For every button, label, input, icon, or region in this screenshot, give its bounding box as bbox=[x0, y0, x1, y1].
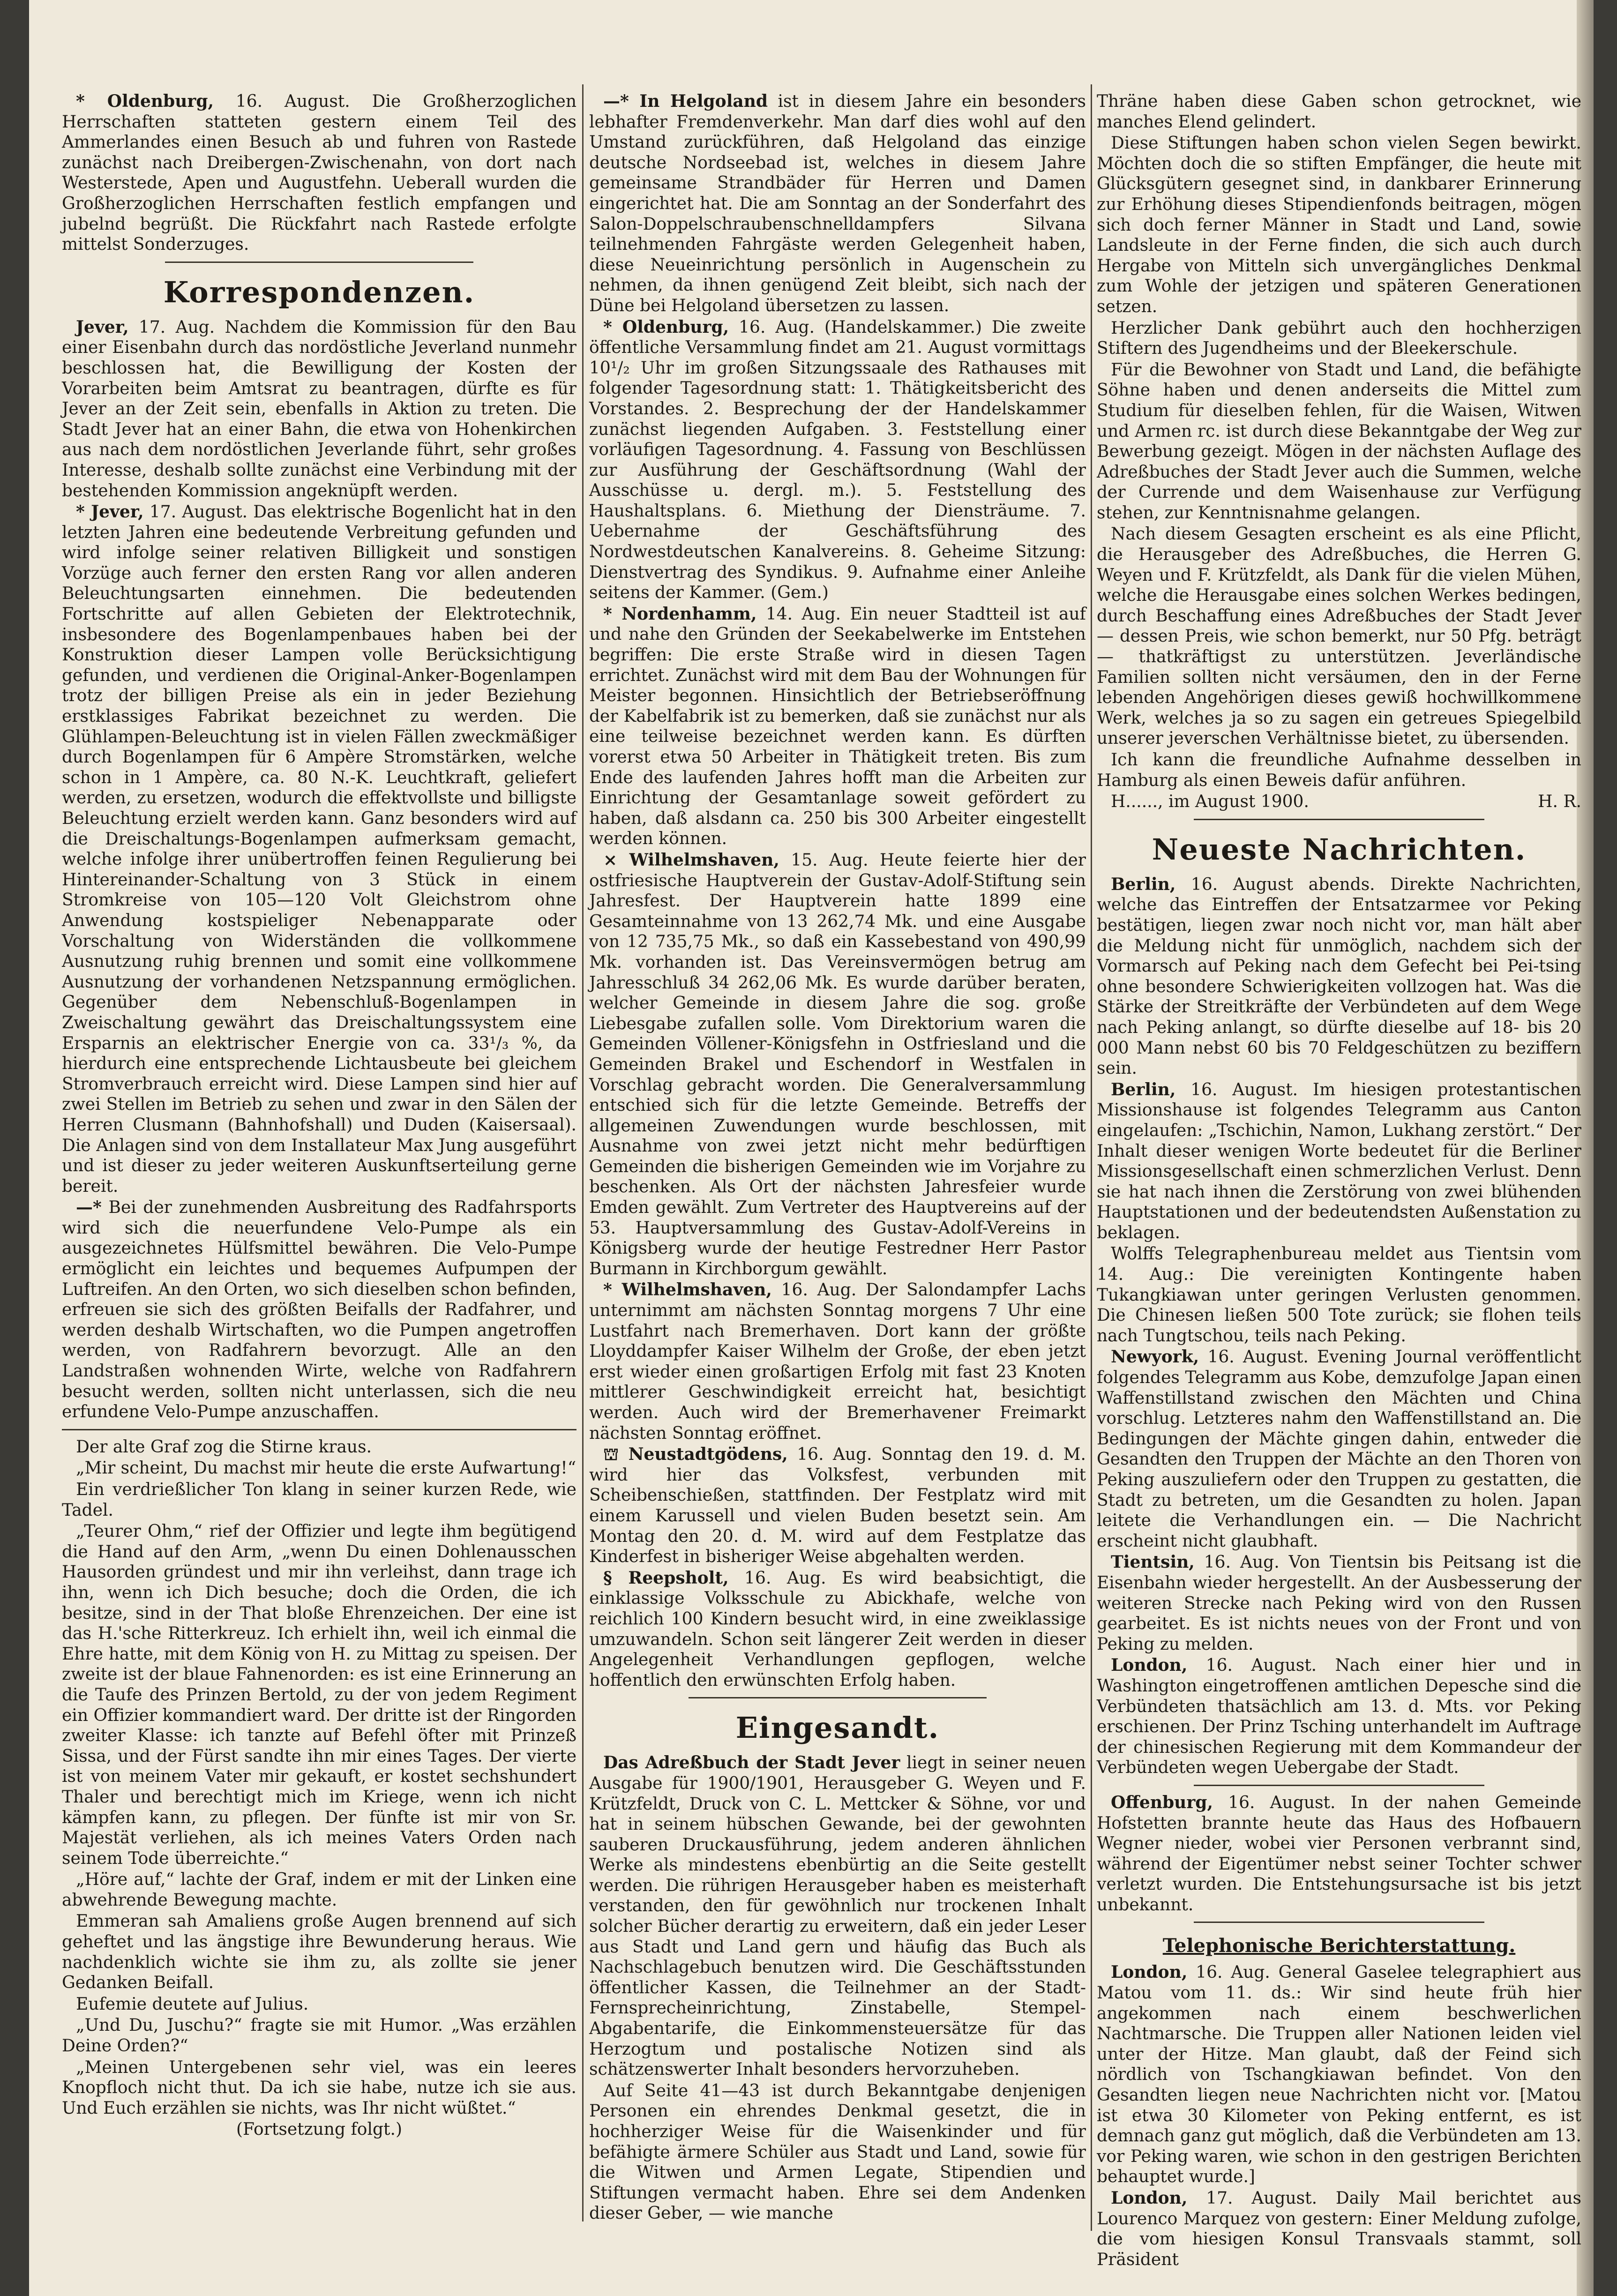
feuilleton-rule bbox=[62, 1429, 576, 1430]
dateline: Berlin, bbox=[1111, 1079, 1176, 1099]
article-text: 17. August. Daily Mail berichtet aus Lourenco Marquez von gestern: Einer Meldung zufolge, die vom hiesigen Konsul Transvaals stammt, soll Präsident bbox=[1097, 2189, 1581, 2269]
article-text: 16. August. Im hiesigen protestantischen Missionshause ist folgendes Telegramm aus Canton eingelaufen: „Tschichin, Namon, Lukhang zerstört.“ Der Inhalt dieser wenigen Worte bedeutet für die Berliner Missionsgesellschaft einen schmerzlichen Verlust. Denn sie hat nach ihnen die Zerstörung von zwei blühenden Hauptstationen und der bedeutendsten Außenstation zu beklagen. bbox=[1097, 1080, 1581, 1242]
dateline: ⛫ Neustadtgödens, bbox=[603, 1444, 788, 1465]
article-text: liegt in seiner neuen Ausgabe für 1900/1901, Herausgeber G. Weyen und F. Krützfeldt, Druck von C. L. Mettcker & Söhne, vor und hat in seinem hübschen Gewande, bei der gewohnten sauberen Druckausführung, jedem anderen ähnlichen Werke als mindestens ebenbürtig an die Seite gestellt werden. Die rührigen Herausgeber haben es meisterhaft verstanden, den für gewöhnlich nur trockenen Inhalt solcher Bücher derartig zu erweitern, daß ein jeder Leser aus Stadt und Land gern und häufig das Buch als Nachschlagebuch benutzen wird. Die Geschäftsstunden öffentlicher Kassen, die Teilnehmer an der Stadt-Fernsprecheinrichtung, Zinstabelle, Stempel-Abgabentarife, die Einkommensteuersätze für das Herzogtum und postalische Notizen sind als schätzenswerter Inhalt besonders hervorzuheben. bbox=[589, 1753, 1086, 2079]
dateline: ⨯ Wilhelmshaven, bbox=[603, 850, 779, 870]
column-divider-2 bbox=[1091, 84, 1092, 2231]
article-oldenburg bbox=[62, 91, 576, 255]
dateline: * Jever, bbox=[76, 502, 144, 522]
fortsetzung-note: (Fortsetzung folgt.) bbox=[236, 2120, 402, 2139]
paragraph: Diese Stiftungen haben schon vielen Segen bewirkt. Möchten doch die so stiften Empfänger, die heute mit Glücksgütern gesegnet sind, in dankbarer Erinnerung zur Erhöhung dieses Stipendienfonds beitragen, mögen sich doch ferner Männer in Stadt und Land, sowie Landsleute in der Ferne finden, die sich auch durch Hergabe von Mitteln sich unvergängliches Denkmal zum Wohle der jetzigen und späteren Generationen setzen. bbox=[1097, 134, 1581, 316]
dateline: * Nordenhamm, bbox=[603, 604, 757, 624]
article-text: 16. Aug. Der Salondampfer Lachs unternimmt am nächsten Sonntag morgens 7 Uhr eine Lustfahrt nach Bremerhaven. Dort kann der größte Lloyddampfer Kaiser Wilhelm der Große, der eben jetzt erst wieder einen großartigen Erfolg mit fast 23 Knoten mittlerer Geschwindigkeit erreicht hat, besichtigt werden. Auch wird der Bremerhavener Freimarkt nächsten Sonntag eröffnet. bbox=[589, 1280, 1086, 1443]
news-item bbox=[1097, 1655, 1581, 1778]
newspaper-page bbox=[29, 0, 1594, 2296]
article-nordenhamm bbox=[589, 604, 1086, 849]
dateline: Tientsin, bbox=[1111, 1552, 1195, 1572]
feuilleton-paragraph: „Und Du, Juschu?“ fragte sie mit Humor. „Was erzählen Deine Orden?“ bbox=[62, 2016, 576, 2056]
article-neustadtgoedens bbox=[589, 1444, 1086, 1567]
article-text: 16. Aug. General Gaselee telegraphiert aus Matou vom 11. ds.: Wir sind heute früh hier angekommen nach einem beschwerlichen Nachtmarsche. Die Truppen aller Nationen leiden viel unter der Hitze. Man glaubt, daß der Feind sich nördlich von Tschangkiawan befindet. Von den Gesandten liegen neue Nachrichten nicht vor. [Matou ist etwa 30 Kilometer von Peking entfernt, es ist demnach ganz gut möglich, daß die Verbündeten am 13. vor Peking waren, wie schon in den gestrigen Berichten behauptet wurde.] bbox=[1097, 1963, 1581, 2187]
signature-initials: H. R. bbox=[1538, 792, 1581, 812]
article-jever-bogenlicht bbox=[62, 502, 576, 1197]
article-jever-bahn bbox=[62, 317, 576, 501]
dateline: * Oldenburg, bbox=[603, 317, 729, 337]
article-continuation: Thräne haben diese Gaben schon getrocknet, wie manches Elend gelindert. bbox=[1097, 92, 1581, 132]
section-heading-korrespondenzen: Korrespondenzen. bbox=[163, 275, 475, 309]
section-rule bbox=[1194, 819, 1484, 820]
section-heading-telephon: Telephonische Berichterstattung. bbox=[1162, 1935, 1516, 1957]
dateline: London, bbox=[1111, 1655, 1188, 1675]
paragraph: Herzlicher Dank gebührt auch den hochherzigen Stiftern des Jugendheims und der Bleekerschule. bbox=[1097, 318, 1581, 359]
dateline: * Wilhelmshaven, bbox=[603, 1280, 772, 1300]
signature-place: H......, im August 1900. bbox=[1111, 792, 1309, 812]
news-item bbox=[1097, 1793, 1581, 1915]
article-velo-pumpe bbox=[62, 1197, 576, 1422]
article-adressbuch-continued: Auf Seite 41—43 ist durch Bekanntgabe denjenigen Personen ein ehrendes Denkmal gesetzt, die in hochherziger Weise für die Waisenkinder und für befähigte ärmere Schüler aus Stadt und Land, sowie für die Witwen und Armen Legate, Stipendien und Stiftungen vermacht haben. Ehre sei dem Andenken dieser Geber, — wie manche bbox=[589, 2081, 1086, 2223]
article-text: 16. August. In der nahen Gemeinde Hofstetten brannte heute das Haus des Hofbauern Wegner nieder, wobei vier Personen verbrannt sind, während der Eigentümer nebst seiner Tochter schwer verletzt wurden. Die Entstehungsursache ist bis jetzt unbekannt. bbox=[1097, 1793, 1581, 1915]
dateline: Berlin, bbox=[1111, 874, 1176, 894]
news-item bbox=[1097, 1962, 1581, 2187]
article-text: 16. August abends. Direkte Nachrichten, welche das Eintreffen der Entsatzarmee vor Peking bestätigen, liegen zwar noch nicht vor, man hält aber die Meldung nicht für unmöglich, nachdem sich der Vormarsch auf Peking nach dem Gefecht bei Pei-tsing ohne besondere Schwierigkeiten vollzogen hat. Was die Stärke der Streitkräfte der Verbündeten auf dem Wege nach Peking anlangt, so dürfte dieselbe auf 18- bis 20 000 Mann nebst 60 bis 70 Feldgeschützen zu beziffern sein. bbox=[1097, 875, 1581, 1078]
column-divider-1 bbox=[582, 84, 584, 2221]
dateline: London, bbox=[1111, 2188, 1188, 2208]
news-item bbox=[1097, 1080, 1581, 1243]
news-item bbox=[1097, 1347, 1581, 1551]
article-adressbuch bbox=[589, 1753, 1086, 2080]
article-handelskammer bbox=[589, 317, 1086, 603]
paragraph: Für die Bewohner von Stadt und Land, die befähigte Söhne haben und denen anderseits die Mittel zum Studium für dieselben fehlen, für die Waisen, Witwen und Armen rc. ist durch diese Bekanntgabe der Weg zur Bewerbung gezeigt. Mögen in der nächsten Auflage des Adreßbuches der Stadt Jever auch die Summen, welche der Currende und dem Waisenhause zur Verfügung stehen, zur Kenntnisnahme gelangen. bbox=[1097, 360, 1581, 523]
dateline: Offenburg, bbox=[1111, 1792, 1213, 1812]
signature-line bbox=[1097, 792, 1581, 812]
article-reepsholt bbox=[589, 1568, 1086, 1691]
dateline: § Reepsholt, bbox=[603, 1568, 729, 1588]
dateline: * Oldenburg, bbox=[76, 91, 214, 111]
article-text: 16. August. Nach einer hier und in Washington eingetroffenen amtlichen Depesche sind die Verbündeten thatsächlich am 13. d. Mts. vor Peking erschienen. Der Prinz Tsching unterhandelt im Auftrage der chinesischen Regierung mit dem Kommandeur der Verbündeten wegen Uebergabe der Stadt. bbox=[1097, 1656, 1581, 1778]
news-item bbox=[1097, 875, 1581, 1079]
article-text: Wolffs Telegraphenbureau meldet aus Tientsin vom 14. Aug.: Die vereinigten Kontingente haben Tukangkiawan unter geringen Verlusten genommen. Die Chinesen ließen 500 Tote zurück; sie flohen teils nach Tungtschou, teils nach Peking. bbox=[1097, 1244, 1581, 1346]
article-wilhelmshaven-gustav-adolf bbox=[589, 850, 1086, 1279]
article-text: Bei der zunehmenden Ausbreitung des Radfahrsports wird sich die neuerfundene Velo-Pumpe als ein ausgezeichnetes Hülfsmittel bewähren. Die Velo-Pumpe ermöglicht ein leichtes und bequemes Aufpumpen der Luftreifen. An den Orten, wo sich dieselben schon befinden, erfreuen sie sich des größten Beifalls der Radfahrer, und werden deshalb Wirtschaften, wo die Pumpen angetroffen werden, von Radfahrern bevorzugt. Alle an den Landstraßen wohnenden Wirte, welche von Radfahrern besucht werden, sollten nicht unterlassen, sich die neu erfundene Velo-Pumpe anzuschaffen. bbox=[62, 1198, 576, 1422]
dateline: —* bbox=[76, 1197, 102, 1218]
news-separator bbox=[1194, 1785, 1484, 1786]
paragraph: Nach diesem Gesagten erscheint es als eine Pflicht, die Herausgeber des Adreßbuches, die Herren G. Weyen und F. Krützfeldt, als Dank für die vielen Mühen, welche die Herausgabe eines solchen Werkes bedingen, durch Beschaffung eines Adreßbuches der Stadt Jever — dessen Preis, wie schon bemerkt, nur 50 Pfg. beträgt — thatkräftigst zu unterstützen. Jeverländische Familien sollten nicht versäumen, den in der Ferne lebenden Angehörigen dieses gewiß hochwillkommene Werk, welches ja so zu sagen ein getreues Spiegelbild unserer jeverschen Verhältnisse bietet, zu übersenden. bbox=[1097, 524, 1581, 748]
feuilleton bbox=[62, 1437, 576, 2140]
feuilleton-paragraph: „Mir scheint, Du machst mir heute die erste Aufwartung!“ bbox=[76, 1458, 576, 1478]
column-right bbox=[1097, 91, 1581, 2269]
article-text: ist in diesem Jahre ein besonders lebhafter Fremdenverkehr. Man darf dies wohl auf den Umstand zurückführen, daß Helgoland das einzige deutsche Nordseebad ist, welches in diesem Jahre gemeinsame Strandbäder für Herren und Damen eingerichtet hat. Die am Sonntag an der Sonderfahrt des Salon-Doppelschraubenschnelldampfers Silvana teilnehmenden Fahrgäste werden Gelegenheit haben, diese Neueinrichtung persönlich in Augenschein zu nehmen, da ihnen genügend Zeit bleibt, sich nach der Düne bei Helgoland übersetzen zu lassen. bbox=[589, 92, 1086, 315]
feuilleton-paragraph: „Höre auf,“ lachte der Graf, indem er mit der Linken eine abwehrende Bewegung machte. bbox=[62, 1870, 576, 1910]
article-text: 15. Aug. Heute feierte hier der ostfriesische Hauptverein der Gustav-Adolf-Stiftung sein Jahresfest. Der Hauptverein hatte 1899 eine Gesamteinnahme von 13 262,74 Mk. und eine Ausgabe von 12 735,75 Mk., so daß ein Kassebestand von 490,99 Mk. vorhanden ist. Das Vereinsvermögen betrug am Jahresschluß 34 262,06 Mk. Es wurde darüber beraten, welcher Gemeinde in diesem Jahre die sog. große Liebesgabe zufallen solle. Vom Direktorium waren die Gemeinden Völlener-Königsfehn in Ostfriesland und die Gemeinden Brakel und Eschendorf in Westfalen in Vorschlag gebracht worden. Die Generalversammlung entschied sich für die letzte Gemeinde. Betreffs der allgemeinen Zuwendungen wurde beschlossen, mit Ausnahme von zwei jetzt nicht mehr bedürftigen Gemeinden die bisherigen Gemeinden wie im Vorjahre zu beschenken. Als Ort der nächsten Jahresfeier wurde Emden gewählt. Zum Vertreter des Hauptvereins auf der 53. Hauptversammlung des Gustav-Adolf-Vereins in Königsberg wurde der heutige Festredner Herr Pastor Burmann in Kirchborgum gewählt. bbox=[589, 850, 1086, 1279]
section-heading-eingesandt: Eingesandt. bbox=[735, 1711, 940, 1745]
article-text: 16. Aug. Sonntag den 19. d. M. wird hier das Volksfest, verbunden mit Scheibenschießen, stattfinden. Der Festplatz wird mit einem Karussell und vielen Buden besetzt sein. Am Montag den 20. d. M. wird auf dem Festplatze das Kinderfest in bisheriger Weise abgehalten werden. bbox=[589, 1445, 1086, 1567]
feuilleton-paragraph: Ein verdrießlicher Ton klang in seiner kurzen Rede, wie Tadel. bbox=[62, 1480, 576, 1520]
article-wilhelmshaven-lachs bbox=[589, 1280, 1086, 1443]
news-item bbox=[1097, 1552, 1581, 1654]
article-text: 16. Aug. Es wird beabsichtigt, die einklassige Volksschule zu Abickhafe, welche von reichlich 100 Kindern besucht wird, in eine zweiklassige umzuwandeln. Schon seit längerer Zeit werden in dieser Angelegenheit Verhandlungen gepflogen, welche hoffentlich den erwünschten Erfolg haben. bbox=[589, 1568, 1086, 1690]
feuilleton-paragraph: Der alte Graf zog die Stirne kraus. bbox=[76, 1437, 372, 1457]
article-text: 14. Aug. Ein neuer Stadtteil ist auf und nahe den Gründen der Seekabelwerke im Entstehen begriffen: Die erste Straße wird in diesen Tagen errichtet. Zunächst wird mit dem Bau der Wohnungen für Meister begonnen. Hinsichtlich der Betriebseröffnung der Kabelfabrik ist zu bemerken, daß sie zunächst nur als eine teilweise bezeichnet werden kann. Es dürften vorerst etwa 50 Arbeiter in Thätigkeit treten. Bis zum Ende des laufenden Jahres hofft man die Arbeiten zur Einrichtung der Gesamtanlage soweit gefördert zu haben, daß alsdann ca. 250 bis 300 Arbeiter eingestellt werden können. bbox=[589, 604, 1086, 849]
section-rule bbox=[165, 262, 474, 263]
feuilleton-paragraph: Emmeran sah Amaliens große Augen brennend auf sich geheftet und las ängstige ihre Bewunderung heraus. Wie nachdenklich wichte sie ihm zu, als zollte sie jener Gedanken Beifall. bbox=[62, 1912, 576, 1993]
column-left bbox=[62, 91, 576, 2238]
dateline: Jever, bbox=[76, 317, 129, 337]
news-item bbox=[1097, 2188, 1581, 2270]
dateline: —* In Helgoland bbox=[603, 91, 768, 111]
article-helgoland bbox=[589, 91, 1086, 316]
article-text: 17. August. Das elektrische Bogenlicht hat in den letzten Jahren eine bedeutende Verbreitung gefunden und wird infolge seiner relativen Billigkeit und sonstigen Vorzüge auch ferner den ersten Rang vor allen anderen Beleuchtungsarten einnehmen. Die bedeutenden Fortschritte auf allen Gebieten der Elektrotechnik, insbesondere des Bogenlampenbaues haben bei der Konstruktion dieser Lampen volle Berücksichtigung gefunden, und verdienen die Original-Anker-Bogenlampen trotz der billigen Preise als ein in jeder Beziehung erstklassiges Fabrikat bezeichnet zu werden. Die Glühlampen-Beleuchtung ist in vielen Fällen zweckmäßiger durch Bogenlampen für 6 Ampère Stromstärken, welche schon in 1 Ampère, ca. 80 N.-K. Leuchtkraft, geliefert werden, zu ersetzen, wodurch die effektvollste und billigste Beleuchtung erzielt werden kann. Ganz besonders wird auf die Dreischaltungs-Bogenlampen aufmerksam gemacht, welche infolge ihrer unübertroffen feinen Regulierung bei Hintereinander-Schaltung von 3 Stück in einem Stromkreise von 105—120 Volt Gleichstrom ohne Anwendung kostspieliger Nebenapparate oder Vorschaltung von Widerständen die vollkommene Ausnutzung ruhig brennen und somit eine vollkommene Ausnutzung der vorhandenen Netzspannung ermöglichen. Gegenüber dem Nebenschluß-Bogenlampen in Zweischaltung gewährt das Dreischaltungssystem eine Ersparnis an elektrischer Energie von ca. 33¹/₃ %, da hierdurch eine entsprechende Lichtausbeute bei gleichem Stromverbrauch erreicht wird. Diese Lampen sind hier auf zwei Stellen im Betrieb zu sehen und zwar in den Sälen der Herren Clusmann (Bahnhofshall) und Duden (Kaisersaal). Die Anlagen sind von dem Installateur Max Jung ausgeführt und ist dieser zu jeder weiteren Auskunftserteilung gerne bereit. bbox=[62, 502, 576, 1196]
column-middle bbox=[589, 91, 1086, 2243]
dateline: London, bbox=[1111, 1962, 1188, 1982]
feuilleton-paragraph: „Teurer Ohm,“ rief der Offizier und legte ihm begütigend die Hand auf den Arm, „wenn Du einen Dohlenausschen Hausorden gründest und mir ihn verleihst, dann trage ich ihn, wenn ich Dich besuche; doch die Orden, die ich besitze, sind in der That bloße Ehrenzeichen. Der eine ist das H.'sche Ritterkreuz. Ich erhielt ihn, weil ich einmal die Ehre hatte, mit dem König von H. zu Mittag zu speisen. Der zweite ist der blaue Fahnenorden: es ist eine Erinnerung an die Taufe des Prinzen Bertold, zu der von jedem Regiment ein Offizier kommandiert ward. Der dritte ist der Ringorden zweiter Klasse: ich tanzte auf Befehl öfter mit Prinzeß Sissa, und der Fürst sandte ihn mir eines Tages. Der vierte ist von meinem Vater mir gekauft, er kostet sechshundert Thaler und berechtigt mich im Kriege, wenn ich nicht kämpfen kann, zu pflegen. Der fünfte ist mir von Sr. Majestät verliehen, als ich meines Vaters Orden nach seinem Tode überreichte.“ bbox=[62, 1522, 576, 1868]
section-rule bbox=[1194, 1922, 1484, 1923]
dateline: Das Adreßbuch der Stadt Jever bbox=[603, 1753, 900, 1773]
article-text: 16. Aug. (Handelskammer.) Die zweite öffentliche Versammlung findet am 21. August vormittags 10¹/₂ Uhr im großen Sitzungssaale des Rathauses mit folgender Tagesordnung statt: 1. Thätigkeitsbericht des Vorstandes. 2. Besprechung der der Handelskammer zunächst liegenden Aufgaben. 3. Feststellung einer vorläufigen Tagesordnung. 4. Fassung von Beschlüssen zur Ausführung der Geschäftsordnung (Wahl der Ausschüsse u. dergl. m.). 5. Feststellung des Haushaltsplans. 6. Miethung der Diensträume. 7. Uebernahme der Geschäftsführung des Nordwestdeutschen Kanalvereins. 8. Geheime Sitzung: Dienstvertrag des Syndikus. 9. Aufnahme einer Anleihe seitens der Kammer. (Gem.) bbox=[589, 317, 1086, 603]
section-rule bbox=[689, 1697, 987, 1698]
article-text: 16. August. Die Großherzoglichen Herrschaften statteten gestern einem Teil des Ammerlandes einen Besuch ab und fuhren von Rastede zunächst nach Dreibergen-Zwischenahn, von dort nach Westerstede, Apen und Augustfehn. Ueberall wurden die Großherzoglichen Herrschaften festlich empfangen und jubelnd begrüßt. Die Rückfahrt nach Rastede erfolgte mittelst Sonderzuges. bbox=[62, 92, 576, 254]
article-text: 16. August. Evening Journal veröffentlicht folgendes Telegramm aus Kobe, demzufolge Japan einen Waffenstillstand zwischen den Mächten und China vorschlug. Letzteres nahm den Waffenstillstand an. Die Bedingungen der Mächte gingen dahin, entweder die Gesandten den Truppen der Mächte an den Thoren von Peking auszuliefern oder den Truppen zu gestatten, die Stadt zu betreten, um die Gesandten zu holen. Japan leitete die Verhandlungen ein. — Die Nachricht erscheint nicht glaubhaft. bbox=[1097, 1347, 1581, 1551]
feuilleton-paragraph: Eufemie deutete auf Julius. bbox=[76, 1994, 309, 2014]
article-text: 17. Aug. Nachdem die Kommission für den Bau einer Eisenbahn durch das nordöstliche Jeverland nunmehr beschlossen hat, die Bewilligung der Kosten der Vorarbeiten beim Amtsrat zu beantragen, dürfte es für Jever an der Zeit sein, ebenfalls in Aktion zu treten. Die Stadt Jever hat an einer Bahn, die etwa von Hohenkirchen aus nach dem nordöstlichen Jeverlande führt, sehr großes Interesse, deshalb sollte zunächst eine Verbindung mit der bestehenden Kommission angeknüpft werden. bbox=[62, 317, 576, 501]
paragraph: Ich kann die freundliche Aufnahme desselben in Hamburg als einen Beweis dafür anführen. bbox=[1097, 750, 1581, 790]
section-heading-neueste-nachrichten: Neueste Nachrichten. bbox=[1152, 832, 1527, 867]
feuilleton-paragraph: „Meinen Untergebenen sehr viel, was ein leeres Knopfloch nicht thut. Da ich sie habe, nutze ich sie aus. Und Euch erzählen sie nichts, was Ihr nicht wüßtet.“ bbox=[62, 2057, 576, 2118]
dateline: Newyork, bbox=[1111, 1347, 1199, 1367]
news-item bbox=[1097, 1244, 1581, 1346]
article-text: 16. Aug. Von Tientsin bis Peitsang ist die Eisenbahn wieder hergestellt. An der Ausbesserung der weiteren Strecke nach Peking wird von den Russen gearbeitet. Es ist nichts neues von der Front und von Peking zu melden. bbox=[1097, 1553, 1581, 1654]
